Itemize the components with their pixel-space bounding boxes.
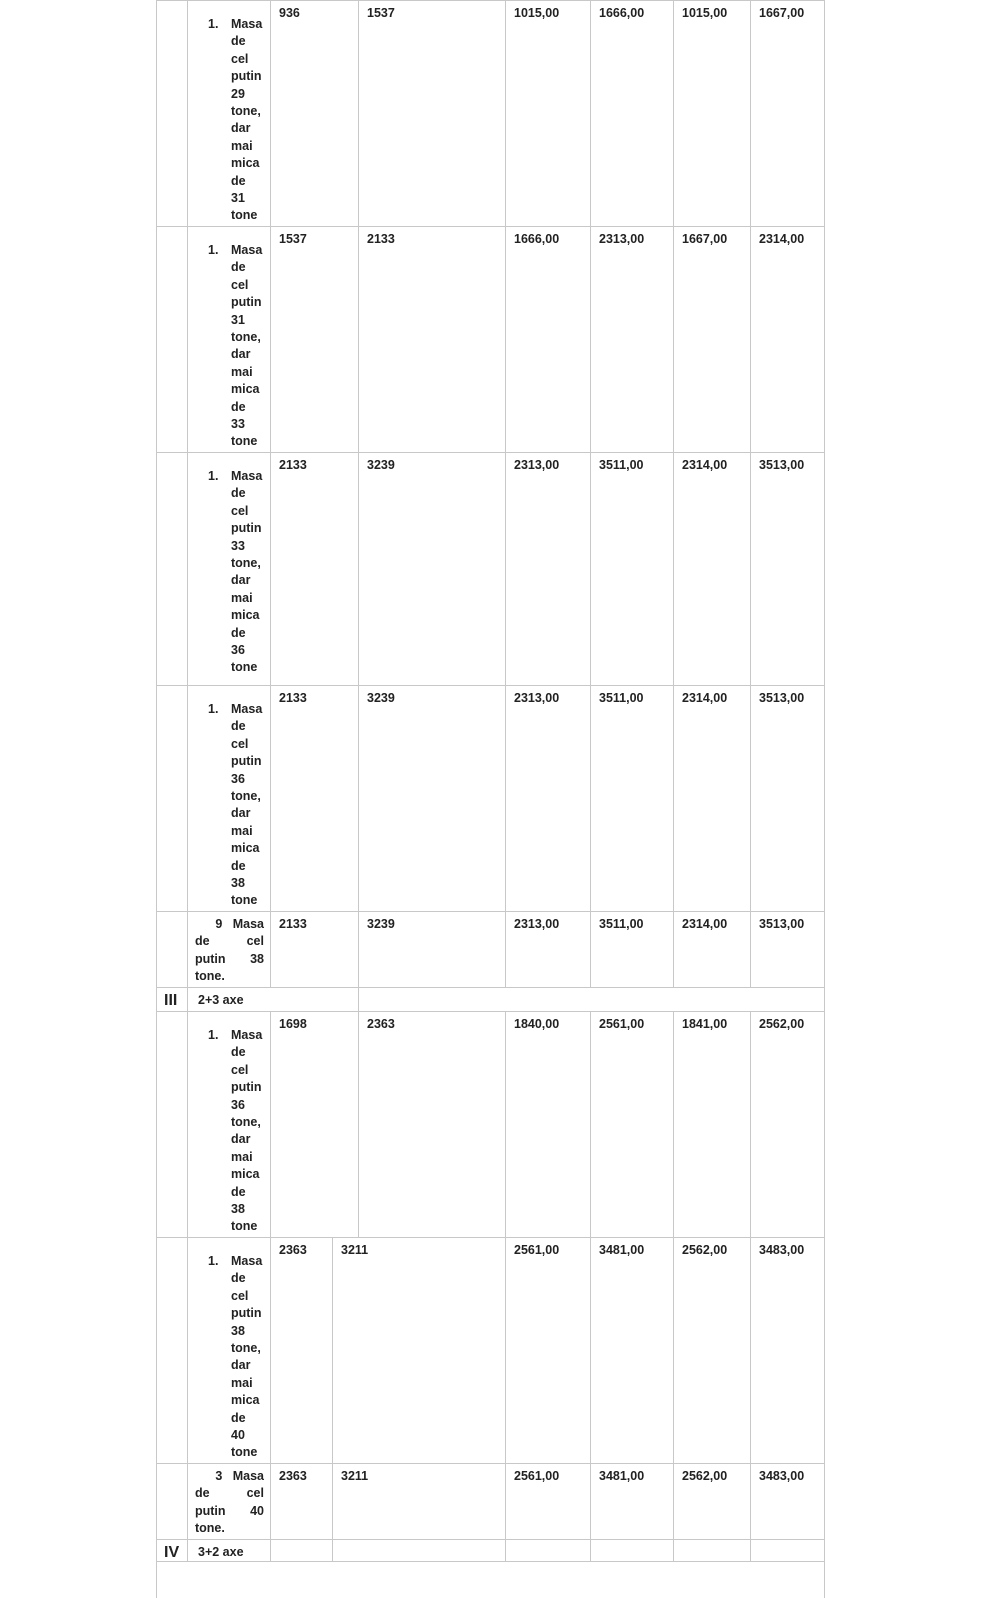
item-number: 1. (208, 17, 219, 31)
empty-cell (505, 1539, 590, 1561)
mass-description-cell (187, 1237, 270, 1463)
mass-description: Masa de cel putin 31 tone, dar mai mica de 33 tone (231, 243, 263, 449)
item-number: 1. (208, 702, 219, 716)
value-cell: 2133 (358, 226, 505, 452)
section-row (156, 987, 825, 1011)
value-cell: 2363 (270, 1463, 332, 1539)
value-cell: 1537 (270, 226, 358, 452)
value-cell: 2133 (270, 452, 358, 685)
row-border (156, 1561, 825, 1562)
value-cell: 3511,00 (590, 685, 673, 911)
value-cell: 3511,00 (590, 911, 673, 987)
value-cell: 3481,00 (590, 1463, 673, 1539)
value-cell: 2133 (270, 911, 358, 987)
value-cell: 2562,00 (750, 1011, 825, 1237)
mass-description: Masa de cel putin 33 tone, dar mai mica de 36 tone (231, 469, 263, 675)
mass-description-cell (187, 685, 270, 911)
value-cell: 2561,00 (505, 1463, 590, 1539)
table-row (156, 911, 825, 987)
item-number: 1. (208, 469, 219, 483)
value-cell: 2314,00 (673, 911, 750, 987)
item-number: 1. (208, 1028, 219, 1042)
section-number: IV (164, 1544, 180, 1561)
row-border (156, 1011, 825, 1012)
mass-description-cell (187, 911, 270, 987)
empty-cell (590, 1539, 673, 1561)
value-cell: 1840,00 (505, 1011, 590, 1237)
value-cell: 1667,00 (673, 226, 750, 452)
section-label: 2+3 axe (198, 993, 244, 1007)
value-cell: 3481,00 (590, 1237, 673, 1463)
value-cell: 3511,00 (590, 452, 673, 685)
value-cell: 2314,00 (673, 685, 750, 911)
empty-cell (270, 1539, 332, 1561)
value-cell: 3211 (332, 1463, 505, 1539)
value-cell: 2363 (270, 1237, 332, 1463)
value-cell: 3239 (358, 911, 505, 987)
row-border (156, 226, 825, 227)
value-cell: 2562,00 (673, 1237, 750, 1463)
mass-description-cell (187, 226, 270, 452)
table-row (156, 685, 825, 911)
item-number: 1. (208, 243, 219, 257)
table-right-border (824, 0, 825, 1598)
row-border (156, 987, 825, 988)
row-border (156, 0, 825, 1)
table-row (156, 1463, 825, 1539)
mass-description: 3 Masa de cel putin 40 tone. (195, 1469, 264, 1536)
section-label: 3+2 axe (198, 1545, 244, 1559)
table-row (156, 452, 825, 685)
table-row (156, 0, 825, 226)
value-cell: 1537 (358, 0, 505, 226)
empty-cell (358, 987, 825, 1011)
empty-cell (673, 1539, 750, 1561)
mass-description-cell (187, 0, 270, 226)
value-cell: 3513,00 (750, 452, 825, 685)
value-cell: 1841,00 (673, 1011, 750, 1237)
value-cell: 2314,00 (750, 226, 825, 452)
row-border (156, 685, 825, 686)
item-number: 1. (208, 1254, 219, 1268)
value-cell: 1666,00 (505, 226, 590, 452)
table-row (156, 1011, 825, 1237)
value-cell: 1667,00 (750, 0, 825, 226)
row-border (156, 1539, 825, 1540)
value-cell: 2314,00 (673, 452, 750, 685)
mass-description: Masa de cel putin 36 tone, dar mai mica de 38 tone (231, 1028, 263, 1234)
row-border (156, 1237, 825, 1238)
value-cell: 1015,00 (505, 0, 590, 226)
value-cell: 2133 (270, 685, 358, 911)
value-cell: 3513,00 (750, 911, 825, 987)
table-row (156, 226, 825, 452)
row-border (156, 1463, 825, 1464)
value-cell: 1015,00 (673, 0, 750, 226)
value-cell: 2313,00 (505, 452, 590, 685)
row-border (156, 452, 825, 453)
table-row (156, 1237, 825, 1463)
value-cell: 936 (270, 0, 358, 226)
value-cell: 2313,00 (505, 685, 590, 911)
value-cell: 3211 (332, 1237, 505, 1463)
value-cell: 3483,00 (750, 1237, 825, 1463)
value-cell: 3239 (358, 452, 505, 685)
mass-description-cell (187, 1011, 270, 1237)
section-label-cell (187, 1539, 270, 1561)
empty-cell (750, 1539, 825, 1561)
value-cell: 3483,00 (750, 1463, 825, 1539)
section-row (156, 1539, 825, 1561)
section-label-cell (187, 987, 358, 1011)
value-cell: 2561,00 (505, 1237, 590, 1463)
mass-description: 9 Masa de cel putin 38 tone. (195, 917, 264, 984)
value-cell: 2562,00 (673, 1463, 750, 1539)
mass-description-cell (187, 1463, 270, 1539)
value-cell: 2561,00 (590, 1011, 673, 1237)
mass-description: Masa de cel putin 38 tone, dar mai mica de 40 tone (231, 1254, 263, 1460)
value-cell: 3239 (358, 685, 505, 911)
section-number: III (164, 992, 178, 1009)
mass-description: Masa de cel putin 36 tone, dar mai mica de 38 tone (231, 702, 263, 908)
empty-cell (332, 1539, 505, 1561)
value-cell: 2363 (358, 1011, 505, 1237)
mass-description: Masa de cel putin 29 tone, dar mai mica de 31 tone (231, 17, 263, 223)
mass-description-cell (187, 452, 270, 685)
value-cell: 1698 (270, 1011, 358, 1237)
value-cell: 2313,00 (505, 911, 590, 987)
value-cell: 2313,00 (590, 226, 673, 452)
row-border (156, 911, 825, 912)
value-cell: 3513,00 (750, 685, 825, 911)
value-cell: 1666,00 (590, 0, 673, 226)
